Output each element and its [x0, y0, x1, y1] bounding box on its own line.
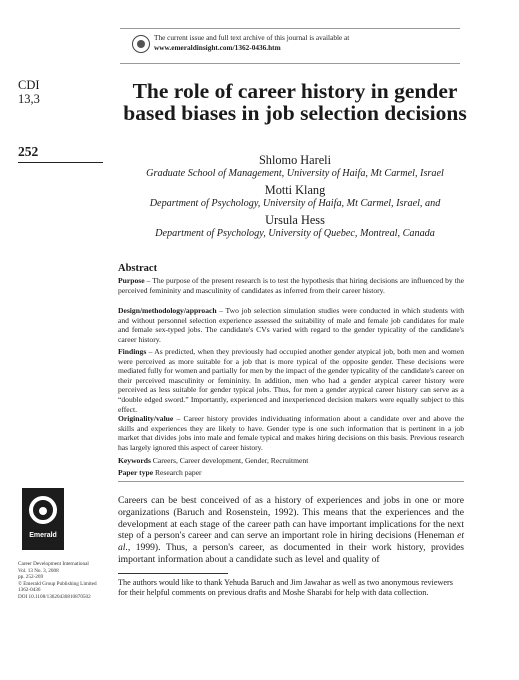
journal-citation: [18, 78, 40, 106]
abstract-purpose: Purpose – The purpose of the present research is to test the hypothesis that hiring decisions are influenced by the perceived femininity and masculinity of candidates as inferred from their career history.: [118, 276, 464, 295]
pub-info-line: Vol. 13 No. 3, 2008: [18, 567, 59, 574]
header-text: [154, 33, 349, 53]
author-name: Motti Klang: [264, 183, 326, 197]
abstract-design: Design/methodology/approach – Two job selection simulation studies were conducted in which students with and without personnel selection experience assessed the suitability of male and female job candidates for male and female sex-typed jobs. The candidate's CVs varied with regard to the gender typicality of the candidate's career history.: [118, 306, 464, 344]
pub-info-line: © Emerald Group Publishing Limited: [18, 580, 97, 587]
author-affiliation: Department of Psychology, University of Quebec, Montreal, Canada: [155, 228, 435, 239]
header-availability-line: The current issue and full text archive of this journal is available at: [154, 33, 350, 42]
pub-info-line: pp. 252-269: [18, 574, 44, 581]
publication-info: [18, 561, 118, 601]
journal-abbr: CDI: [18, 78, 40, 92]
acknowledgement-footnote: The authors would like to thank Yehuda Baruch and Jim Jawahar as well as two anonymous reviewers for their helpful comments on previous drafts and Moshe Sharabi for help with data collection.: [118, 578, 453, 597]
page-number-rule: [18, 162, 103, 163]
author-affiliation: Department of Psychology, University of Haifa, Mt Carmel, Israel, and: [149, 198, 441, 209]
emerald-emblem-icon: [132, 35, 150, 53]
keywords-line: Keywords Careers, Career development, Gender, Recruitment: [118, 456, 309, 465]
abstract-findings: Findings – As predicted, when they previously had occupied another gender atypical job, both men and women were perceived as more suitable for a job that is more typical of the opposite gender. These decisions were mediated fully for women and partially for men by the impact of the gender typicality of the candidate's career on their perceived masculinity or femininity. In addition, men who had a gender atypical career history were perceived as less suitable for gender typical jobs. Thus, for men a gender atypical career history can serve as a “double edged sword.” Importantly, experienced and inexperienced decision makers were equally subject to this effect.: [118, 347, 464, 414]
page-number: 252: [18, 144, 39, 159]
journal-volume: 13,3: [18, 92, 40, 106]
footnote-rule: [118, 573, 228, 574]
journal-header-box: [120, 28, 460, 64]
author-name: Shlomo Hareli: [258, 153, 332, 167]
body-paragraph: Careers can be best conceived of as a history of experiences and jobs in one or more organizations (Baruch and Rosenstein, 1992). This means that the experiences and the development at each stage of the career path can have important implications for the next step of a person's career and can serve an important role in hiring decisions (Heneman et al., 1999). Thus, a person's career, as documented in their work history, provides important information about a candidate such as level and quality of: [118, 495, 464, 565]
abstract-heading: Abstract: [118, 263, 158, 274]
abstract-originality: Originality/value – Career history provides individuating information about a candidate over and above the skills and experiences they are likely to have. Gender type is one such information that is pertinent in a job market that divides jobs into male and female typical and makes hiring decisions on this basis. Previous research has largely ignored this aspect of career history.: [118, 414, 464, 452]
paper-type-line: Paper type Research paper: [118, 468, 202, 477]
logo-name: Emerald: [29, 532, 57, 539]
pub-info-line: 1362-0436: [18, 587, 41, 594]
author-affiliation: Graduate School of Management, University of Haifa, Mt Carmel, Israel: [146, 168, 444, 179]
article-title: The role of career history in gender based biases in job selection decisions: [123, 79, 467, 125]
emerald-e-icon: [29, 496, 57, 524]
header-url[interactable]: www.emeraldinsight.com/1362-0436.htm: [154, 43, 281, 52]
abstract-divider: [118, 481, 464, 482]
pub-info-line: Career Development International: [18, 561, 89, 567]
pub-info-line: DOI 10.1108/13620430810870502: [18, 593, 91, 600]
author-name: Ursula Hess: [265, 213, 325, 227]
emerald-logo: [22, 488, 64, 550]
